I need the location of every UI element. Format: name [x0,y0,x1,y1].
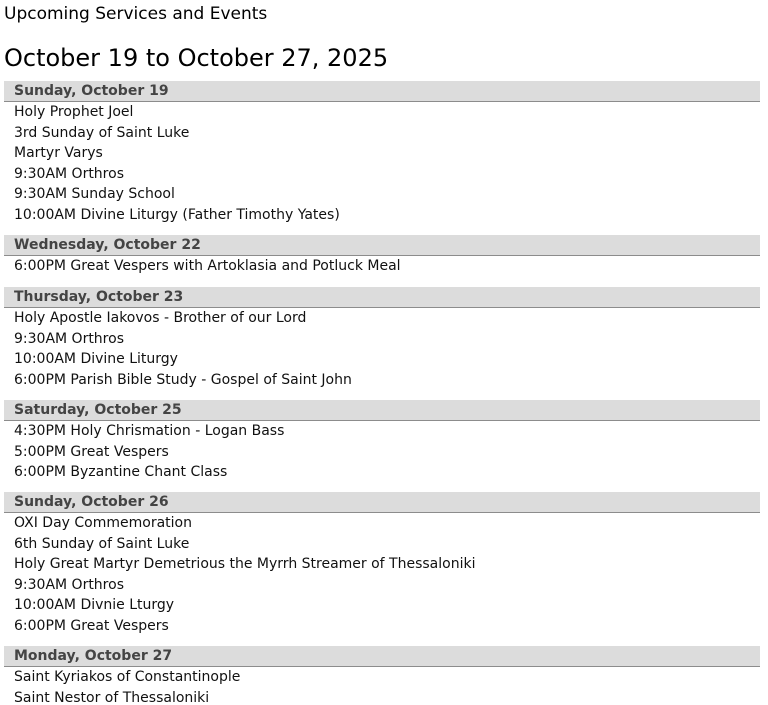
day-header: Thursday, October 23 [4,287,760,308]
event-item: Saint Kyriakos of Constantinople [14,669,241,685]
day-header: Wednesday, October 22 [4,235,760,256]
day-header: Monday, October 27 [4,646,760,667]
event-item: OXI Day Commemoration [14,515,192,531]
event-list [4,308,760,390]
day-header: Sunday, October 19 [4,81,760,102]
event-item: 6:00PM Byzantine Chant Class [14,464,228,480]
day-block-saturday-october-25 [4,400,760,483]
event-item: 9:30AM Orthros [14,576,124,593]
event-list [4,102,760,225]
event-item: 9:30AM Orthros [14,165,124,182]
event-item: Holy Great Martyr Demetrious the Myrrh Streamer of Thessaloniki [14,556,476,572]
event-item: 10:00AM Divine Liturgy (Father Timothy Yates) [14,206,340,223]
event-list [4,513,760,636]
event-item: Martyr Varys [14,145,103,161]
event-item: 9:30AM Sunday School [14,186,175,202]
day-block-monday-october-27 [4,646,760,705]
day-header: Sunday, October 26 [4,492,760,513]
event-item: Saint Nestor of Thessaloniki [14,689,210,705]
day-block-sunday-october-26 [4,492,760,636]
day-block-sunday-october-19 [4,81,760,225]
day-header: Saturday, October 25 [4,400,760,421]
event-item: 3rd Sunday of Saint Luke [14,124,190,141]
event-item: 6:00PM Great Vespers [14,617,169,634]
page-heading: Upcoming Services and Events [4,4,268,24]
event-list [4,421,760,483]
event-list [4,667,760,705]
event-item: 6:00PM Parish Bible Study - Gospel of Saint John [14,371,352,388]
day-block-thursday-october-23 [4,287,760,390]
event-item: Holy Prophet Joel [14,104,134,120]
event-item: 6:00PM Great Vespers with Artoklasia and Potluck Meal [14,258,401,274]
event-item: 6th Sunday of Saint Luke [14,535,190,552]
event-item: 4:30PM Holy Chrismation - Logan Bass [14,423,285,439]
date-range-title: October 19 to October 27, 2025 [4,44,389,72]
event-item: 10:00AM Divine Liturgy [14,351,178,367]
event-item: 5:00PM Great Vespers [14,443,169,460]
event-list [4,256,760,277]
event-item: 10:00AM Divnie Lturgy [14,597,175,613]
day-block-wednesday-october-22 [4,235,760,277]
event-item: Holy Apostle Iakovos - Brother of our Lord [14,310,307,326]
event-item: 9:30AM Orthros [14,330,124,347]
